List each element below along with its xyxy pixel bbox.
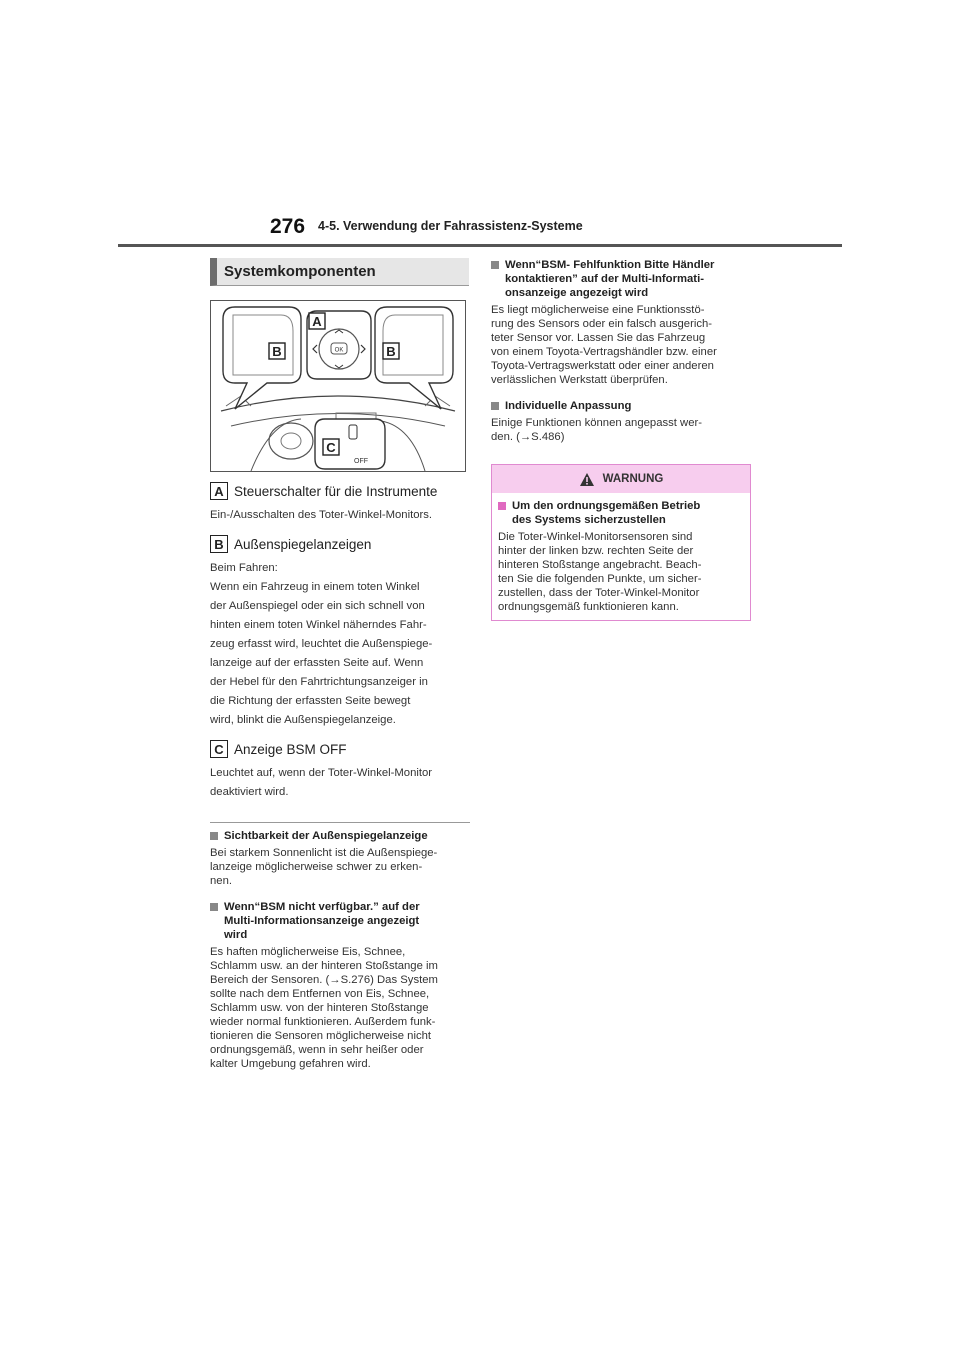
text-line: zeug erfasst wird, leuchtet die Außenspiege-	[210, 638, 433, 650]
bullet-square-icon	[491, 402, 499, 410]
svg-text:B: B	[272, 344, 282, 359]
page-number: 276	[270, 215, 306, 238]
callout-c	[210, 740, 470, 758]
header-rule	[118, 244, 842, 247]
callout-title: Anzeige BSM OFF	[234, 741, 347, 757]
warning-header	[492, 465, 750, 493]
section-title: 4-5. Verwendung der Fahrassistenz-Systeme	[318, 219, 583, 233]
right-column	[491, 258, 753, 621]
ok-label: OK	[334, 347, 344, 354]
dashboard-illustration	[210, 300, 466, 472]
note-heading: Individuelle Anpassung	[491, 399, 753, 413]
warning-text: Die Toter-Winkel-Monitorsensoren sind hinter der linken bzw. rechten Seite der hinteren Stoßstange angebracht. Beach- ten Sie die folgenden Punkte, um sicher- zustellen, dass der Toter-Winkel-Monitor ordnungsgemäß funktionieren kann.	[498, 531, 702, 613]
svg-text:C: C	[326, 440, 336, 455]
callout-letter: B	[210, 535, 228, 553]
callout-letter: C	[210, 740, 228, 758]
warning-triangle-icon	[579, 472, 595, 487]
callout-b	[210, 535, 470, 553]
bullet-square-icon	[491, 261, 499, 269]
svg-text:B: B	[386, 344, 396, 359]
note-text: Einige Funktionen können angepasst wer- den. (→S.486)	[491, 417, 703, 443]
divider	[210, 822, 470, 823]
warning-body	[492, 493, 750, 620]
text-line: lanzeige auf der erfassten Seite auf. Wenn	[210, 657, 424, 669]
note-text: Es liegt möglicherweise eine Funktionsstö- rung des Sensors oder ein falsch ausgerich- teter Sensor vor. Lassen Sie das Fahrzeug von einem Toyota-Vertragshändler bzw. einer Toyota-Vertragswerkstatt oder einer anderen verlässlichen Werkstatt überprüfen.	[491, 304, 717, 386]
svg-text:A: A	[312, 314, 322, 329]
note-heading: Sichtbarkeit der Außenspiegelanzeige	[210, 829, 470, 843]
text-line: der Hebel für den Fahrtrichtungsanzeiger in	[210, 676, 428, 688]
section-heading: Systemkomponenten	[210, 258, 469, 286]
bsm-off-indicator-text: OFF	[354, 458, 368, 465]
text-line: Leuchtet auf, wenn der Toter-Winkel-Monitor	[210, 767, 433, 779]
dashboard-drawing	[211, 301, 465, 471]
callout-a	[210, 482, 470, 500]
note-heading: Wenn“BSM- Fehlfunktion Bitte Händler kontaktieren” auf der Multi-Informati- onsanzeige angezeigt wird	[491, 258, 753, 300]
warning-box	[491, 464, 751, 621]
callout-letter: A	[210, 482, 228, 500]
text-line: wird, blinkt die Außenspiegelanzeige.	[210, 714, 396, 726]
warning-title: WARNUNG	[602, 473, 664, 485]
label-c	[323, 439, 339, 455]
text-line: die Richtung der erfassten Seite bewegt	[210, 695, 411, 707]
text-line: hinten einem toten Winkel näherndes Fahr-	[210, 619, 427, 631]
warning-heading: Um den ordnungsgemäßen Betrieb des Systems sicherzustellen	[498, 499, 745, 527]
callout-title: Außenspiegelanzeigen	[234, 536, 372, 552]
left-column	[210, 258, 470, 1071]
note-heading: Wenn“BSM nicht verfügbar.” auf der Multi-Informationsanzeige angezeigt wird	[210, 900, 470, 942]
bullet-square-icon	[210, 832, 218, 840]
callout-a-text: Ein-/Ausschalten des Toter-Winkel-Monitors.	[210, 509, 433, 521]
bullet-square-icon	[498, 502, 506, 510]
bullet-square-icon	[210, 903, 218, 911]
label-a	[309, 313, 325, 329]
text-line: der Außenspiegel oder ein sich schnell von	[210, 600, 425, 612]
callout-c-text	[210, 764, 470, 802]
note-text: Es haften möglicherweise Eis, Schnee, Schlamm usw. an der hinteren Stoßstange im Bereich der Sensoren. (→S.276) Das System sollte nach dem Entfernen von Eis, Schnee, Schlamm usw. von der hinteren Stoßstange wieder normal funktionieren. Außerdem funk- tionieren die Sensoren möglicherweise nicht ordnungsgemäß, wenn in sehr heißer oder kalter Umgebung gefahren wird.	[210, 946, 438, 1070]
text-line: deaktiviert wird.	[210, 786, 289, 798]
callout-title: Steuerschalter für die Instrumente	[234, 483, 438, 499]
label-b-right	[383, 343, 399, 359]
text-line: Beim Fahren:	[210, 562, 278, 574]
note-text: Bei starkem Sonnenlicht ist die Außenspiege- lanzeige möglicherweise schwer zu erken- nen.	[210, 847, 438, 887]
callout-b-text	[210, 559, 470, 730]
text-line: Wenn ein Fahrzeug in einem toten Winkel	[210, 581, 420, 593]
label-b-left	[269, 343, 285, 359]
